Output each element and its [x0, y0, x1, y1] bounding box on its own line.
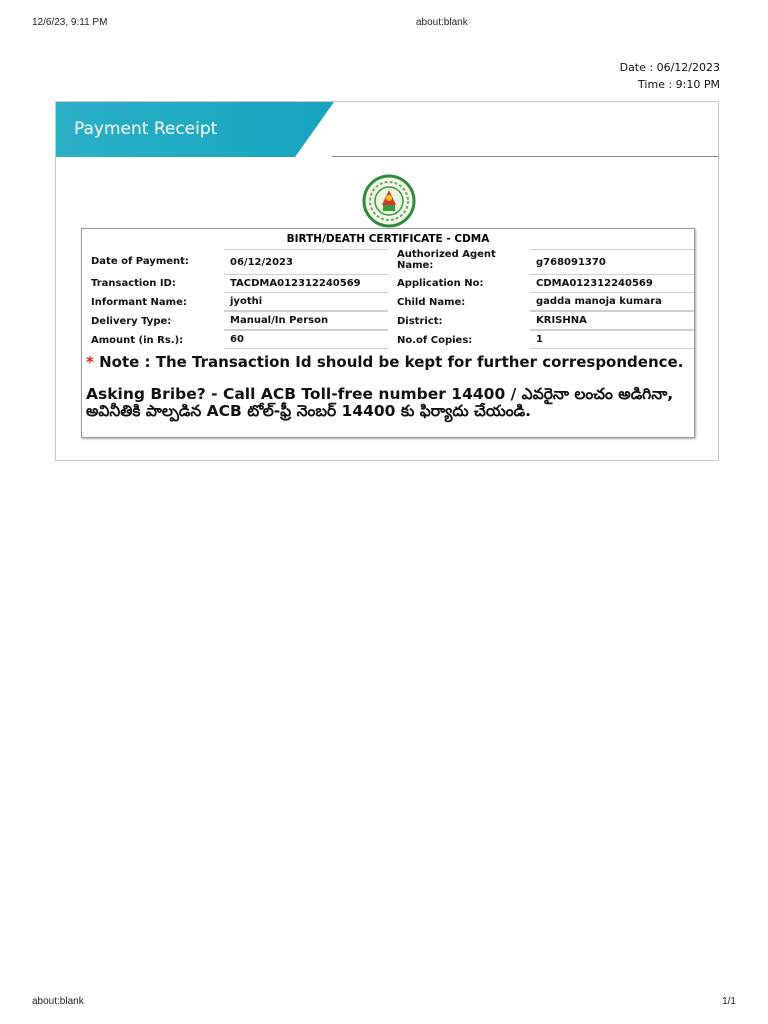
certificate-details-box: [81, 228, 695, 438]
date-of-payment-label: Date of Payment:: [91, 256, 189, 267]
banner-title: Payment Receipt: [74, 119, 218, 139]
transaction-id-label: Transaction ID:: [91, 278, 176, 289]
note-text: Note : The Transaction Id should be kept for further correspondence.: [99, 353, 684, 371]
receipt-date: Date : 06/12/2023: [619, 61, 720, 74]
child-name-value: gadda manoja kumara: [530, 292, 694, 311]
receipt-card: [55, 101, 719, 461]
district-label: District:: [397, 316, 443, 327]
copies-label: No.of Copies:: [397, 335, 473, 346]
delivery-type-value: Manual/In Person: [224, 311, 388, 330]
print-url: about:blank: [416, 17, 468, 28]
authorized-agent-value: g768091370: [530, 249, 694, 275]
amount-label: Amount (in Rs.):: [91, 335, 184, 346]
child-name-label: Child Name:: [397, 297, 466, 308]
date-of-payment-value: 06/12/2023: [224, 249, 388, 275]
state-emblem-icon: [362, 174, 416, 228]
print-datetime: 12/6/23, 9:11 PM: [32, 17, 108, 28]
copies-value: 1: [530, 330, 694, 349]
application-no-value: CDMA012312240569: [530, 274, 694, 293]
note-asterisk: *: [86, 353, 94, 371]
district-value: KRISHNA: [530, 311, 694, 330]
delivery-type-label: Delivery Type:: [91, 316, 172, 327]
transaction-note: [86, 353, 683, 371]
amount-value: 60: [224, 330, 388, 349]
receipt-time: Time : 9:10 PM: [638, 78, 720, 91]
header-rule: [332, 156, 718, 157]
informant-name-value: jyothi: [224, 292, 388, 311]
footer-page-number: 1/1: [722, 996, 736, 1007]
authorized-agent-label: Authorized Agent Name:: [397, 249, 496, 271]
acb-bribe-notice: Asking Bribe? - Call ACB Toll-free number 14400 / ఎవరైనా లంచం అడిగినా, అవినీతికి పాల్పడిన ACB టోల్-ఫ్రీ నెంబర్ 14400 కు ఫిర్యాదు చేయండి.: [86, 385, 674, 420]
informant-name-label: Informant Name:: [91, 297, 187, 308]
application-no-label: Application No:: [397, 278, 484, 289]
transaction-id-value: TACDMA012312240569: [224, 274, 388, 293]
section-title: BIRTH/DEATH CERTIFICATE - CDMA: [286, 233, 490, 245]
footer-url: about:blank: [32, 996, 84, 1007]
